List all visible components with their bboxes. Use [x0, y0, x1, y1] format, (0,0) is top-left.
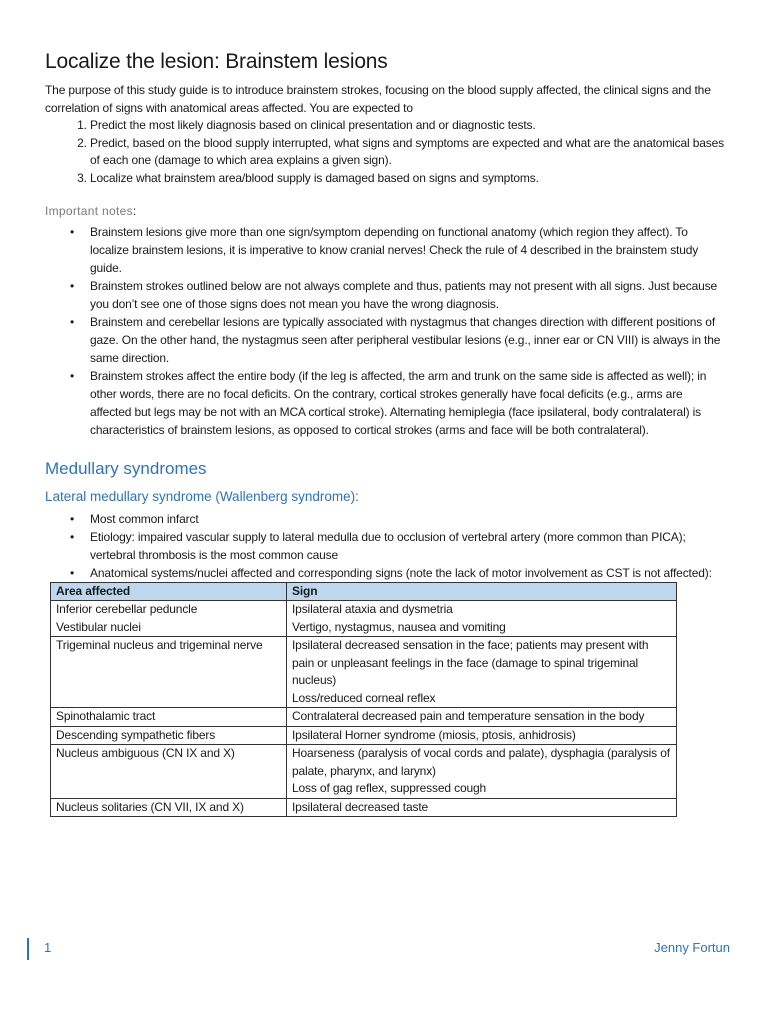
table-cell-sign	[287, 637, 677, 708]
important-notes-heading	[45, 203, 725, 221]
note-item: • Brainstem strokes affect the entire body (if the leg is affected, the arm and trunk on the same side is affected as well); in other words, there are no focal deficits. On the contrary, cortical strokes generally have focal deficits (e.g., arms are affected but legs may be not with an MCA cortical stroke). Alternating hemiplegia (face ipsilateral, body contralateral) is characteristics of brainstem lesions, as opposed to cortical strokes (arms and face will be both contralateral).	[90, 367, 725, 439]
lateral-item: • Most common infarct	[90, 510, 725, 528]
purpose-item: 3. Localize what brainstem area/blood supply is damaged based on signs and symptoms.	[90, 170, 725, 188]
table-cell-sign	[287, 726, 677, 745]
notes-heading-label: Important notes	[45, 204, 133, 218]
cell-line: Spinothalamic tract	[56, 709, 156, 723]
page-footer	[27, 936, 733, 962]
table-row	[51, 726, 677, 745]
subsection-heading-lateral-medullary: Lateral medullary syndrome (Wallenberg syndrome):	[45, 488, 359, 504]
note-item: • Brainstem and cerebellar lesions are typically associated with nystagmus that changes direction with different positions of gaze. On the other hand, the nystagmus seen after peripheral vestibular lesions (e.g., inner ear or CN VIII) is always in the same direction.	[90, 313, 725, 367]
document-content	[45, 48, 725, 817]
lateral-medullary-list	[45, 510, 725, 582]
table-cell-area	[51, 745, 287, 799]
purpose-item: 1. Predict the most likely diagnosis based on clinical presentation and or diagnostic tests.	[90, 117, 725, 135]
cell-line: Nucleus solitaries (CN VII, IX and X)	[56, 799, 244, 814]
cell-line: Trigeminal nucleus and trigeminal nerve	[56, 638, 263, 652]
cell-line: Ipsilateral decreased sensation in the face; patients may present with pain or unpleasant feelings in the face (damage to spinal trigeminal nucleus)	[292, 638, 649, 687]
cell-line: Contralateral decreased pain and temperature sensation in the body	[292, 709, 645, 723]
cell-line: Loss/reduced corneal reflex	[292, 690, 436, 705]
cell-line: Inferior cerebellar peduncle	[56, 602, 198, 616]
table-header-area: Area affected	[51, 582, 287, 601]
important-notes-list	[45, 223, 725, 439]
cell-line: Vestibular nuclei	[56, 619, 141, 634]
lateral-item: • Anatomical systems/nuclei affected and corresponding signs (note the lack of motor involvement as CST is not affected):	[90, 564, 725, 582]
table-cell-area	[51, 601, 287, 637]
notes-heading-colon: :	[132, 204, 137, 218]
footer-accent-bar	[27, 938, 29, 960]
table-header-sign: Sign	[287, 582, 677, 601]
table-row	[51, 601, 677, 637]
table-cell-area	[51, 798, 287, 817]
table-cell-area	[51, 637, 287, 708]
page-title: Localize the lesion: Brainstem lesions	[45, 50, 388, 73]
cell-line: Ipsilateral ataxia and dysmetria	[292, 602, 453, 616]
page-number: 1	[44, 940, 52, 955]
cell-line: Vertigo, nystagmus, nausea and vomiting	[292, 619, 506, 634]
intro-paragraph: The purpose of this study guide is to introduce brainstem strokes, focusing on the blood supply affected, the clinical signs and the correlation of signs with anatomical areas affected. You are expected to	[45, 83, 711, 115]
table-cell-area	[51, 708, 287, 727]
table-row	[51, 708, 677, 727]
cell-line: Descending sympathetic fibers	[56, 727, 216, 742]
table-cell-area	[51, 726, 287, 745]
cell-line: Ipsilateral Horner syndrome (miosis, ptosis, anhidrosis)	[292, 727, 576, 742]
note-item: • Brainstem strokes outlined below are not always complete and thus, patients may not present with all signs. Just because you don’t see one of those signs does not mean you have the wrong diagnosis.	[90, 277, 725, 313]
table-cell-sign	[287, 601, 677, 637]
footer-author: Jenny Fortun	[654, 940, 730, 955]
lesion-signs-table	[50, 582, 677, 818]
table-cell-sign	[287, 798, 677, 817]
cell-line: Loss of gag reflex, suppressed cough	[292, 781, 487, 795]
table-cell-sign	[287, 745, 677, 799]
purpose-item: 2. Predict, based on the blood supply interrupted, what signs and symptoms are expected and what are the anatomical bases of each one (damage to which area explains a given sign).	[90, 135, 725, 170]
section-heading-medullary: Medullary syndromes	[45, 458, 207, 478]
table-header-row	[51, 582, 677, 601]
table-row	[51, 798, 677, 817]
note-item: • Brainstem lesions give more than one sign/symptom depending on functional anatomy (which region they affect). To localize brainstem lesions, it is imperative to know cranial nerves! Check the rule of 4 described in the brainstem study guide.	[90, 223, 725, 277]
table-cell-sign	[287, 708, 677, 727]
cell-line: Ipsilateral decreased taste	[292, 799, 429, 814]
cell-line: Hoarseness (paralysis of vocal cords and palate), dysphagia (paralysis of palate, pharynx, and larynx)	[292, 746, 670, 778]
table-row	[51, 745, 677, 799]
table-row	[51, 637, 677, 708]
cell-line: Nucleus ambiguous (CN IX and X)	[56, 746, 235, 760]
lateral-item: • Etiology: impaired vascular supply to lateral medulla due to occlusion of vertebral artery (more common than PICA); vertebral thrombosis is the most common cause	[90, 528, 725, 564]
purpose-list	[45, 117, 725, 187]
